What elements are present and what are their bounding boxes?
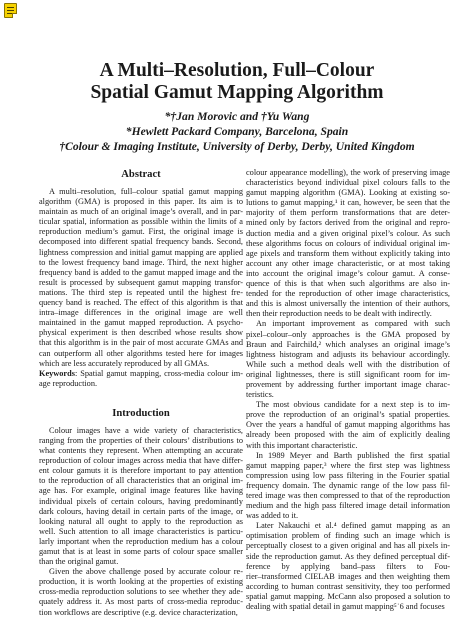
text-line: age has. For example, original image features like having xyxy=(39,486,243,496)
text-line: rier–transformed CIELAB images and then weighting them xyxy=(246,571,450,581)
text-line: Over the years a handful of gamut mapping algorithms has xyxy=(246,420,450,430)
text-line: then their reproduction needs to be dealt with indirectly. xyxy=(246,309,432,319)
right-column-body xyxy=(246,168,450,612)
text-line: colour appearance modelling), the work of preserving image xyxy=(246,168,450,177)
text-line: gamut mapping algorithm (GMA). Looking at existing so- xyxy=(246,188,450,198)
text-line: Given the above challenge posed by accurate colour re- xyxy=(49,567,243,577)
text-line: well. Such attention to all image characteristics is particu- xyxy=(39,526,243,536)
text-line: ranging from the properties of their colours’ distributions to xyxy=(39,435,243,445)
text-line: gamut mapping paper,³ where the first step was lightness xyxy=(246,460,450,470)
text-line: dark colours, having detail in certain parts of the image, or xyxy=(39,506,243,516)
abstract-body xyxy=(39,187,243,369)
text-line: algorithm (GMA) is proposed in this paper. Its aim is to xyxy=(39,197,243,207)
text-line: production, it is worth looking at the properties of existing xyxy=(39,577,243,587)
introduction-heading: Introduction xyxy=(112,407,170,419)
text-line: quence of this is that when such algorithms are also in- xyxy=(246,279,450,289)
paper-title-line-2: Spatial Gamut Mapping Algorithm xyxy=(90,82,384,103)
right-column xyxy=(246,168,450,612)
text-line: with this important characteristic. xyxy=(246,440,358,450)
text-line: these algorithms focus on colours of individual original im- xyxy=(246,238,450,248)
text-line: than the original gamut. xyxy=(39,557,119,567)
keywords-label: Keywords xyxy=(39,368,75,378)
text-line: A multi–resolution, full–colour spatial gamut mapping xyxy=(49,187,243,196)
text-line: maintained in the gamut mapped reproduction. A psycho- xyxy=(39,318,243,328)
text-line: Braun and Fairchild,² which analyses an original image’s xyxy=(246,339,450,349)
text-line: into account the original image’s colour gamut. A conse- xyxy=(246,268,450,278)
left-column xyxy=(39,168,243,618)
text-line: larly important when the reproduction medium has a colour xyxy=(39,536,243,546)
text-line: lightness compression and initial gamut mapping are applied xyxy=(39,247,243,257)
text-line: ent colour gamuts it is therefore important to pay attention xyxy=(39,466,243,476)
text-line: tended for the reproduction of other image characteristics, xyxy=(246,289,450,299)
text-line: to the lowest frequency band image. Third, the next higher xyxy=(39,257,243,267)
text-line: characteristics beyond individual pixel colours falls to the xyxy=(246,178,450,188)
paper-title-line-1: A Multi–Resolution, Full–Colour xyxy=(99,60,375,81)
text-line: ticular spatial, information as possible within the limits of a xyxy=(39,217,243,227)
text-line: reproduction medium’s gamut. First, the original image is xyxy=(39,227,243,237)
text-line: Later Nakauchi et al.⁴ defined gamut mapping as an xyxy=(256,521,450,531)
text-line: Colour images have a wide variety of characteristics, xyxy=(49,425,243,435)
text-line: In 1989 Meyer and Barth published the first spatial xyxy=(256,450,450,460)
text-line: The most obvious candidate for a next step is to im- xyxy=(256,400,450,410)
author-names: *†Jan Morovic and †Yu Wang xyxy=(164,110,310,123)
text-line: maintain as much of an original image’s overall, and in par- xyxy=(39,207,243,217)
keywords xyxy=(39,369,243,389)
text-line: already been proposed with the aim of explicitly dealing xyxy=(246,430,450,440)
text-line: cross-media reproduction solutions to see whether they ade- xyxy=(39,587,243,597)
text-line: account any other image characteristic, or at most taking xyxy=(246,258,450,268)
text-line: side the reproduction gamut. As they defined perceptual dif- xyxy=(246,551,450,561)
text-line: ference by applying band–pass filters to Fou- xyxy=(246,561,450,571)
text-line: looking natural all ought to apply to the reproduction as xyxy=(39,516,243,526)
text-line: original lightnesses, there is still significant room for im- xyxy=(246,369,450,379)
text-line: teristics. xyxy=(246,390,274,400)
text-line: dealing with spatial detail in gamut mapping⁵˙6 and focuses xyxy=(246,602,445,612)
text-line: age pixels and transform them without explicitly taking into xyxy=(246,248,450,258)
text-line: prove the reproduction of an original’s spatial properties. xyxy=(246,410,450,420)
text-line: tion workflows are descriptive (e.g. device characterization, xyxy=(39,607,238,617)
text-line: was added to it. xyxy=(246,511,299,521)
text-line: what contents they represent. When attempting an accurate xyxy=(39,446,243,456)
text-line: duction media and a given original pixel’s colour. As such xyxy=(246,228,450,238)
text-line: provement by addressing further important image charac- xyxy=(246,379,450,389)
keywords-text: : Spatial gamut mapping, cross-media colour im- xyxy=(74,368,243,378)
keywords-text-cont: age reproduction. xyxy=(39,378,98,388)
text-line: medium and the high pass filtered image detail information xyxy=(246,501,450,511)
text-line: quately address it. As most parts of cross-media reproduc- xyxy=(39,597,243,607)
text-line: quency band is reached. The effect of this algorithm is that xyxy=(39,298,243,308)
text-line: spatial gamut mapping. McCann also proposed a solution to xyxy=(246,591,450,601)
introduction-body xyxy=(39,426,243,618)
text-line: according to human contrast sensitivity, they too performed xyxy=(246,581,450,591)
text-line: to the reproduction of all characteristics that an original im- xyxy=(39,476,243,486)
text-line: frequency band is added to the gamut mapped image and the xyxy=(39,267,243,277)
text-line: that this algorithm is in the pair of most accurate GMAs and xyxy=(39,338,243,348)
text-line: frequency domain. The dynamic range of the low pass fil- xyxy=(246,480,450,490)
abstract-heading: Abstract xyxy=(121,169,161,180)
text-line: reproduction of colour images across media that have differ- xyxy=(39,456,243,466)
text-line: intra–image differences in the original image are well xyxy=(39,308,243,318)
text-line: which are less accurately reproduced by all GMAs. xyxy=(39,358,210,368)
text-line: optimisation problem of finding such an image which is xyxy=(246,531,450,541)
text-line: result is processed by subsequent gamut mapping transfor- xyxy=(39,277,243,287)
text-line: lightness histogram and adjusts its behaviour accordingly. xyxy=(246,349,450,359)
text-line: mations. The third step is repeated until the highest fre- xyxy=(39,287,243,297)
sticky-note-icon[interactable] xyxy=(4,3,17,18)
text-line: An important improvement as compared with such xyxy=(256,319,450,329)
author-affiliation-hp: *Hewlett Packard Company, Barcelona, Spain xyxy=(125,125,349,138)
text-line: tered image was then compressed to that of the reproduction xyxy=(246,491,450,500)
text-line: mined only by factors derived from the original and repro- xyxy=(246,218,450,228)
text-line: and this is almost universally the intention of their authors, xyxy=(246,299,450,309)
text-line: individual pixels of certain colours, having predominantly xyxy=(39,496,243,506)
text-line: decomposed into different spatial frequency bands. Second, xyxy=(39,237,243,247)
text-line: gamut that is at least in some parts of colour space smaller xyxy=(39,547,243,556)
text-line: majority of them perform transformations that are deter- xyxy=(246,208,450,218)
text-line: can outperform all other algorithms tested here for images xyxy=(39,348,243,358)
text-line: compression using low pass filtering in the Fourier spatial xyxy=(246,470,450,480)
text-line: perceptually closest to a given original and has all pixels in- xyxy=(246,541,450,551)
text-line: While such a method deals well with the distribution of xyxy=(246,359,450,369)
text-line: lutions to gamut mapping,¹ it can, however, be seen that the xyxy=(246,198,450,208)
text-line: physical experiment is then described whose results show xyxy=(39,328,243,338)
text-line: pixel–colour–only approaches is the GMA proposed by xyxy=(246,329,450,339)
author-affiliation-derby: †Colour & Imaging Institute, University of Derby, Derby, United Kingdom xyxy=(59,140,415,153)
